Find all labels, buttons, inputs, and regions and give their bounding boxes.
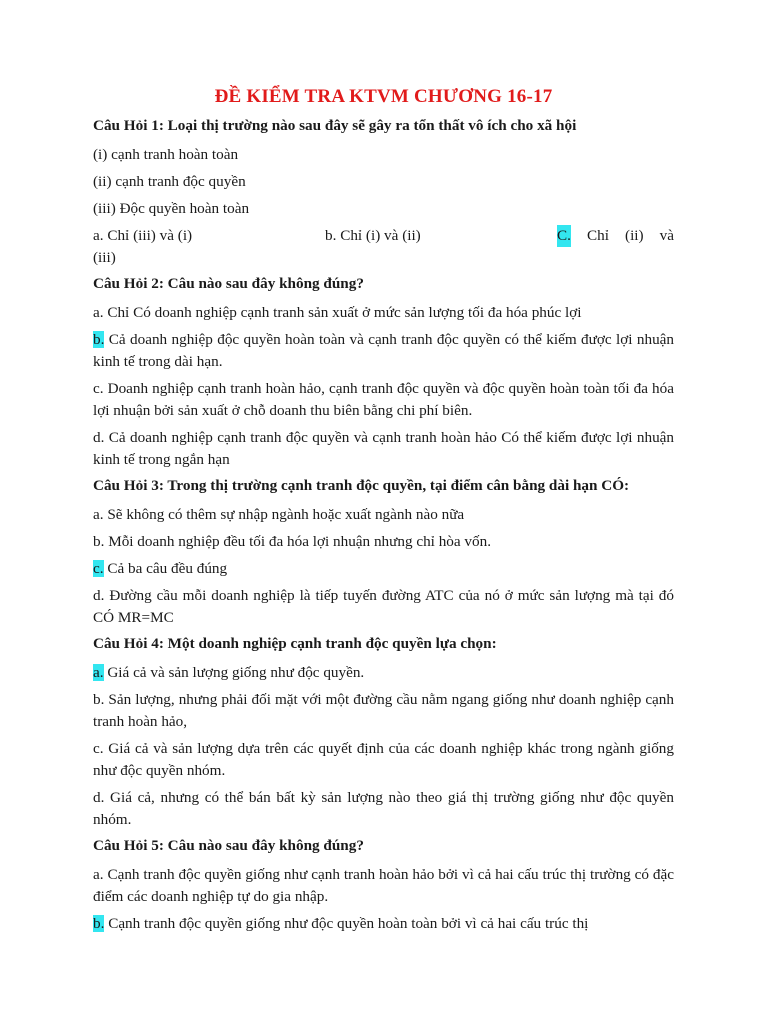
q5-option-b-letter: b. [93, 915, 105, 932]
q3-option-c-letter: c. [93, 560, 104, 577]
q2-option-c: c. Doanh nghiệp cạnh tranh hoàn hảo, cạnh tranh độc quyền và độc quyền hoàn toàn tối đa hóa lợi nhuận bởi sản xuất ở chỗ doanh thu biên bằng chi phí biên. [93, 380, 674, 419]
question-5: Câu Hỏi 5: Câu nào sau đây không đúng? [93, 837, 364, 854]
q1-options-row [93, 225, 674, 247]
q4-option-a-letter: a. [93, 664, 104, 681]
q3-option-a: a. Sẽ không có thêm sự nhập ngành hoặc xuất ngành nào nữa [93, 506, 465, 523]
document-title: ĐỀ KIỂM TRA KTVM CHƯƠNG 16-17 [214, 86, 553, 107]
q1-item-3: (iii) Độc quyền hoàn toàn [93, 200, 250, 217]
q1-option-c-continuation: (iii) [93, 249, 116, 266]
q2-option-a: a. Chỉ Có doanh nghiệp cạnh tranh sản xuất ở mức sản lượng tối đa hóa phúc lợi [93, 304, 582, 321]
q4-option-c: c. Giá cả và sản lượng dựa trên các quyết định của các doanh nghiệp khác trong ngành giống như độc quyền nhóm. [93, 740, 674, 779]
q3-option-d: d. Đường cầu mỗi doanh nghiệp là tiếp tuyến đường ATC của nó ở mức sản lượng mà tại đó CÓ MR=MC [93, 587, 674, 626]
q4-option-d: d. Giá cả, nhưng có thể bán bất kỳ sản lượng nào theo giá thị trường giống như độc quyền nhóm. [93, 789, 674, 828]
question-3: Câu Hỏi 3: Trong thị trường cạnh tranh độc quyền, tại điểm cân bằng dài hạn CÓ: [93, 477, 630, 494]
q2-option-d: d. Cả doanh nghiệp cạnh tranh độc quyền và cạnh tranh hoàn hảo Có thể kiếm được lợi nhuận kinh tế trong ngắn hạn [93, 429, 674, 468]
q2-option-b [93, 329, 674, 373]
q2-option-b-letter: b. [93, 331, 105, 348]
q1-option-c-word-3: và [659, 227, 674, 244]
q5-option-b-text: Cạnh tranh độc quyền giống như độc quyền hoàn toàn bởi vì cả hai cấu trúc thị [104, 915, 589, 932]
q3-option-c [93, 558, 674, 580]
q1-option-c-letter: C. [557, 225, 571, 247]
q4-option-a-text: Giá cả và sản lượng giống như độc quyền. [103, 664, 365, 681]
question-4: Câu Hỏi 4: Một doanh nghiệp cạnh tranh độc quyền lựa chọn: [93, 635, 497, 652]
q5-option-b [93, 913, 674, 935]
question-1: Câu Hỏi 1: Loại thị trường nào sau đây sẽ gây ra tổn thất vô ích cho xã hội [93, 117, 577, 134]
q1-option-c-word-2: (ii) [625, 227, 644, 244]
question-2: Câu Hỏi 2: Câu nào sau đây không đúng? [93, 275, 364, 292]
q1-option-c [557, 225, 674, 247]
q1-item-2: (ii) cạnh tranh độc quyền [93, 173, 246, 190]
q5-option-a: a. Cạnh tranh độc quyền giống như cạnh tranh hoàn hảo bởi vì cả hai cấu trúc thị trường có đặc điểm các doanh nghiệp tự do gia nhập. [93, 866, 674, 905]
q1-option-a: a. Chỉ (iii) và (i) [93, 227, 193, 244]
q1-option-c-word-1: Chỉ [587, 227, 609, 244]
q4-option-b: b. Sản lượng, nhưng phải đối mặt với một đường cầu nằm ngang giống như doanh nghiệp cạnh tranh hoàn hảo, [93, 691, 674, 730]
q2-option-b-text: Cả doanh nghiệp độc quyền hoàn toàn và cạnh tranh độc quyền có thể kiếm được lợi nhuận kinh tế trong dài hạn. [93, 331, 674, 370]
q3-option-b: b. Mỗi doanh nghiệp đều tối đa hóa lợi nhuận nhưng chỉ hòa vốn. [93, 533, 491, 550]
q3-option-c-text: Cả ba câu đều đúng [103, 560, 228, 577]
q1-option-b: b. Chỉ (i) và (ii) [325, 227, 421, 244]
q1-item-1: (i) cạnh tranh hoàn toàn [93, 146, 239, 163]
q4-option-a [93, 662, 674, 684]
